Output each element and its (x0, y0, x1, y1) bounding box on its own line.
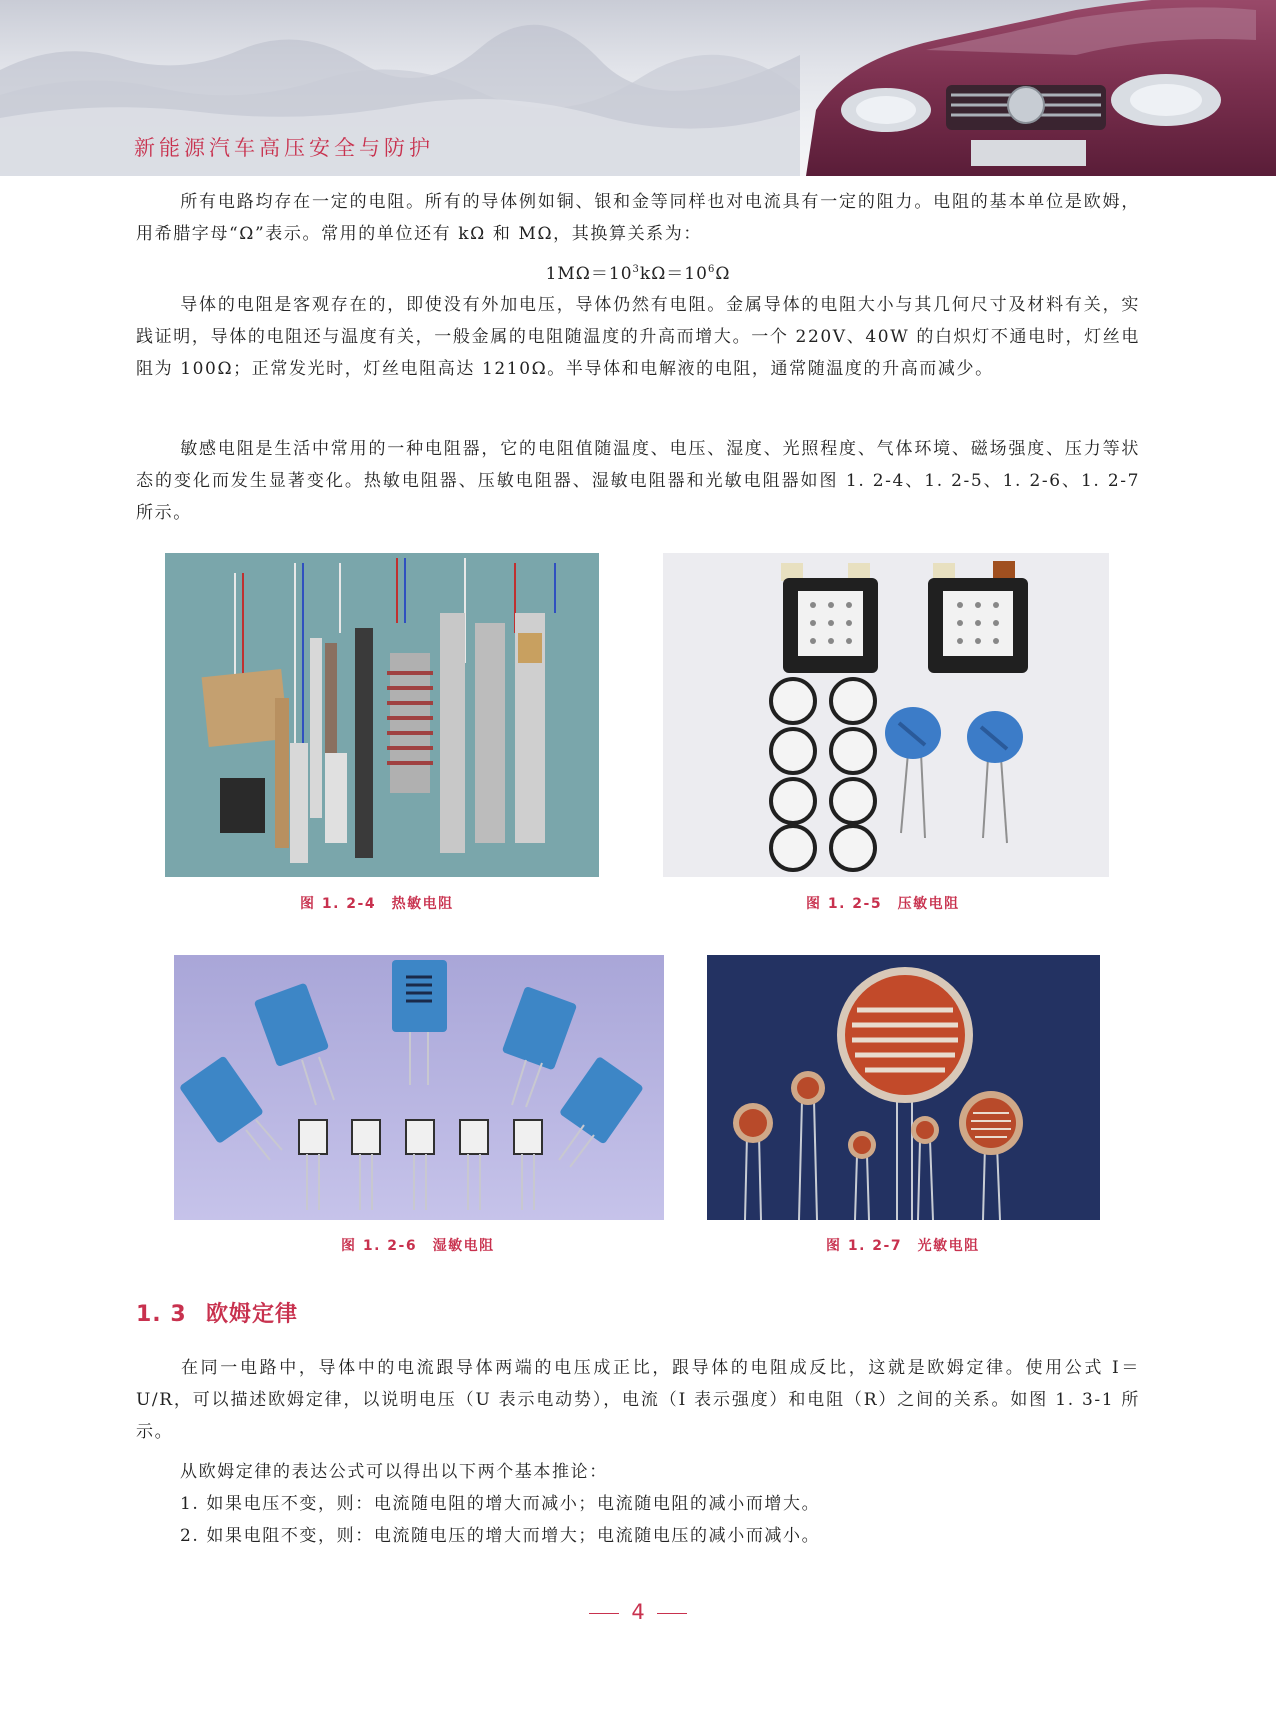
section-number: 1. 3 (136, 1302, 187, 1327)
book-title: 新能源汽车高压安全与防护 (134, 136, 434, 160)
unit-conversion-formula: $1M\Omega=10^3k\Omega=10^6\Omega$ (545, 264, 731, 284)
list-item-text: 1. 如果电压不变，则：电流随电阻的增大而减小；电流随电阻的减小而增大。 (180, 1494, 821, 1514)
paragraph-resistance-intro (136, 186, 1140, 250)
varistor-photo (663, 553, 1109, 877)
paragraph-sensitive-resistors (136, 433, 1140, 529)
section-heading-ohms-law (136, 1297, 298, 1328)
list-item-corollary-2 (136, 1520, 1140, 1552)
humidity-sensor-photo (174, 955, 664, 1220)
figure-caption-varistor: 图 1. 2-5 压敏电阻 (806, 896, 960, 912)
paragraph-text: 从欧姆定律的表达公式可以得出以下两个基本推论： (180, 1462, 608, 1482)
photoresistor-photo (707, 955, 1100, 1220)
figure-caption-humidity-sensor: 图 1. 2-6 湿敏电阻 (341, 1238, 495, 1254)
section-title: 欧姆定律 (206, 1302, 299, 1327)
paragraph-text: 在同一电路中，导体中的电流跟导体两端的电压成正比，跟导体的电阻成反比，这就是欧姆定律。使用公式 I＝U/R，可以描述欧姆定律，以说明电压（U 表示电动势），电流（I 表示强度）和电阻（R）之间的关系。如图 1. 3-1 所示。 (136, 1358, 1140, 1442)
list-item-text: 2. 如果电阻不变，则：电流随电压的增大而增大；电流随电压的减小而减小。 (180, 1526, 821, 1546)
car-image (776, 0, 1276, 176)
thermistor-photo (165, 553, 599, 877)
paragraph-corollaries-intro (136, 1456, 1140, 1488)
paragraph-text: 导体的电阻是客观存在的，即使没有外加电压，导体仍然有电阻。金属导体的电阻大小与其几何尺寸及材料有关，实践证明，导体的电阻还与温度有关，一般金属的电阻随温度的升高而增大。一个 220V、40W 的白炽灯不通电时，灯丝电阻为 100Ω；正常发光时，灯丝电阻高达 1210Ω。半导体和电解液的电阻，通常随温度的升高而减少。 (136, 295, 1140, 379)
header-banner (0, 0, 1276, 176)
figure-caption-photoresistor: 图 1. 2-7 光敏电阻 (826, 1238, 980, 1254)
figure-caption-thermistor: 图 1. 2-4 热敏电阻 (300, 896, 454, 912)
paragraph-text: 所有电路均存在一定的电阻。所有的导体例如铜、银和金等同样也对电流具有一定的阻力。电阻的基本单位是欧姆，用希腊字母“Ω”表示。常用的单位还有 kΩ 和 MΩ，其换算关系为： (136, 192, 1140, 244)
page-number-dash-left (589, 1613, 619, 1614)
list-item-corollary-1 (136, 1488, 1140, 1520)
page-number (0, 1600, 1276, 1624)
page-number-value: 4 (631, 1600, 645, 1624)
paragraph-text: 敏感电阻是生活中常用的一种电阻器，它的电阻值随温度、电压、湿度、光照程度、气体环境、磁场强度、压力等状态的变化而发生显著变化。热敏电阻器、压敏电阻器、湿敏电阻器和光敏电阻器如图 1. 2-4、1. 2-5、1. 2-6、1. 2-7 所示。 (136, 439, 1140, 523)
page-number-dash-right (657, 1613, 687, 1614)
paragraph-resistance-temperature (136, 289, 1140, 385)
paragraph-ohms-law-definition (136, 1352, 1140, 1448)
